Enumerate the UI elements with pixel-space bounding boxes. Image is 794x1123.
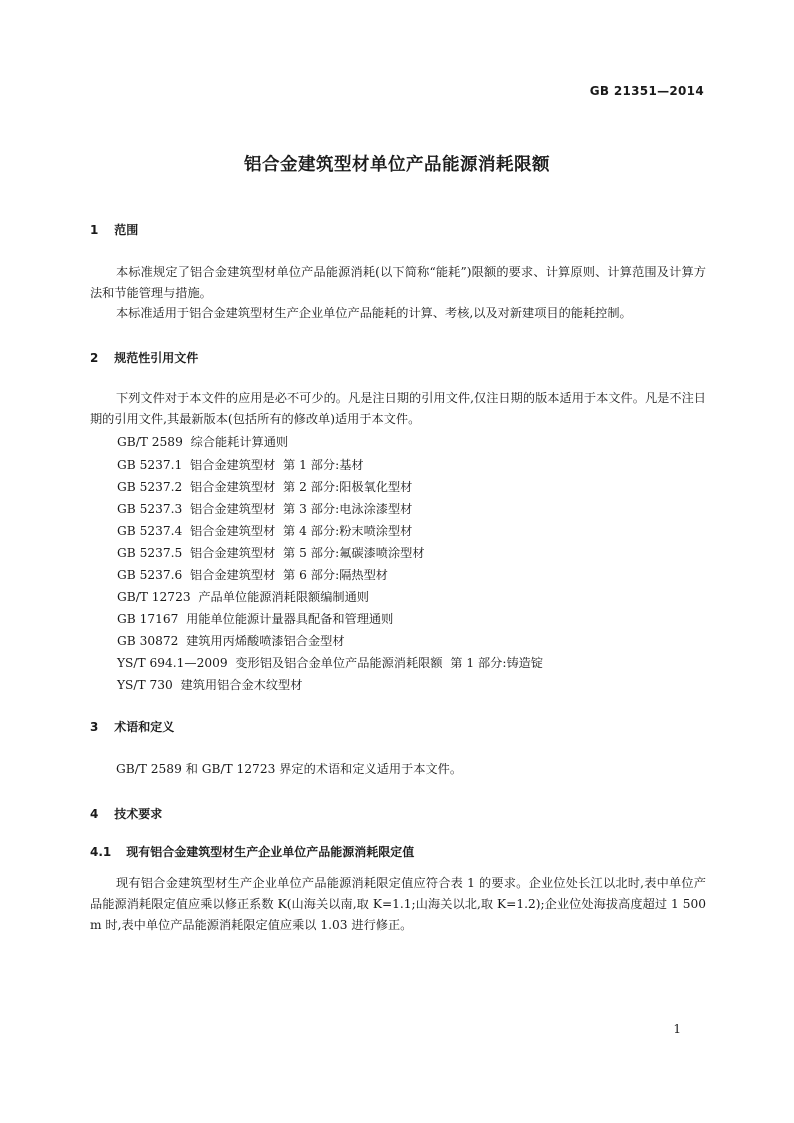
section-title: 规范性引用文件 [114, 351, 199, 365]
section-number: 4 [90, 807, 99, 821]
section-title: 范围 [114, 223, 139, 237]
subsection-4-1-paragraph: 现有铝合金建筑型材生产企业单位产品能源消耗限定值应符合表 1 的要求。企业位处长江以北时,表中单位产品能源消耗限定值应乘以修正系数 K(山海关以南,取 K=1.1;山海关以北,取 K=1.2);企业位处海拔高度超过 1 500 m 时,表中单位产品能源消耗限定值应乘以 1.03 进行修正。 [90, 876, 706, 932]
standard-code: GB 21351—2014 [589, 84, 704, 98]
reference-item: GB/T 12723 产品单位能源消耗限额编制通则 [117, 590, 369, 604]
reference-item: GB 5237.1 铝合金建筑型材 第 1 部分:基材 [117, 458, 364, 472]
section-number: 3 [90, 720, 99, 734]
reference-item: GB 30872 建筑用丙烯酸喷漆铝合金型材 [117, 634, 345, 648]
reference-item: GB 5237.6 铝合金建筑型材 第 6 部分:隔热型材 [117, 568, 388, 582]
section-3-heading [90, 718, 174, 735]
reference-item: GB/T 2589 综合能耗计算通则 [117, 435, 289, 449]
reference-item: GB 5237.3 铝合金建筑型材 第 3 部分:电泳涂漆型材 [117, 502, 413, 516]
reference-item: GB 17167 用能单位能源计量器具配备和管理通则 [117, 612, 394, 626]
section-4-heading [90, 805, 162, 822]
reference-item: YS/T 694.1—2009 变形铝及铝合金单位产品能源消耗限额 第 1 部分:铸造锭 [117, 656, 544, 670]
reference-item: GB 5237.2 铝合金建筑型材 第 2 部分:阳极氧化型材 [117, 480, 413, 494]
subsection-number: 4.1 [90, 845, 112, 859]
subsection-title: 现有铝合金建筑型材生产企业单位产品能源消耗限定值 [126, 845, 415, 859]
section-3-paragraph: GB/T 2589 和 GB/T 12723 界定的术语和定义适用于本文件。 [116, 762, 463, 776]
section-2-intro: 下列文件对于本文件的应用是必不可少的。凡是注日期的引用文件,仅注日期的版本适用于本文件。凡是不注日期的引用文件,其最新版本(包括所有的修改单)适用于本文件。 [90, 391, 706, 426]
subsection-4-1-heading [90, 843, 414, 860]
section-title: 术语和定义 [114, 720, 175, 734]
section-number: 1 [90, 223, 99, 237]
document-title: 铝合金建筑型材单位产品能源消耗限额 [244, 155, 550, 175]
section-number: 2 [90, 351, 99, 365]
section-2-heading [90, 349, 198, 366]
reference-item: YS/T 730 建筑用铝合金木纹型材 [117, 678, 303, 692]
reference-item: GB 5237.5 铝合金建筑型材 第 5 部分:氟碳漆喷涂型材 [117, 546, 425, 560]
section-1-paragraph-1: 本标准规定了铝合金建筑型材单位产品能源消耗(以下简称“能耗”)限额的要求、计算原则、计算范围及计算方法和节能管理与措施。 [90, 265, 706, 300]
reference-item: GB 5237.4 铝合金建筑型材 第 4 部分:粉末喷涂型材 [117, 524, 413, 538]
section-title: 技术要求 [114, 807, 163, 821]
section-1-paragraph-2: 本标准适用于铝合金建筑型材生产企业单位产品能耗的计算、考核,以及对新建项目的能耗控制。 [116, 306, 632, 320]
section-1-heading [90, 221, 138, 238]
page-number: 1 [673, 1022, 681, 1036]
